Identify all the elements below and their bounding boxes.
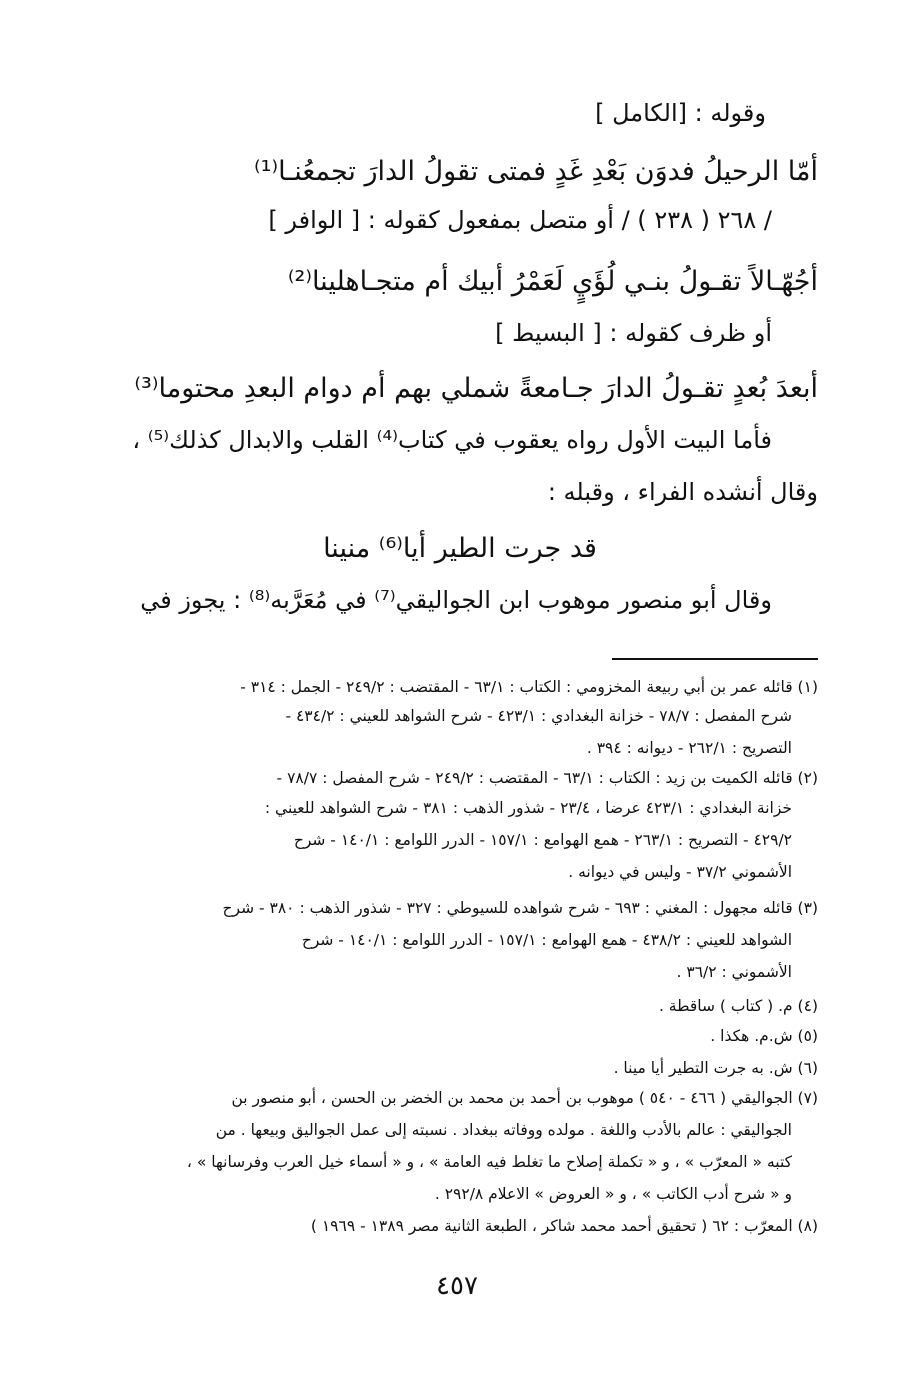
footnote-2-cont: الأشموني ٣٧/٢ - وليس في ديوانه . — [568, 863, 792, 881]
footnote-3-cont: الأشموني : ٣٦/٢ . — [676, 963, 792, 981]
verse-1: أمّا الرحيلُ فدوَن بَعْدِ غَدٍ فمتى تقولُ الدارَ تجمعُنـا⁽¹⁾ — [253, 156, 818, 187]
body-line-jawaliqi: وقال أبو منصور موهوب ابن الجواليقي⁽⁷⁾ في مُعَرَّبه⁽⁸⁾ : يجوز في — [140, 586, 772, 614]
footnote-1: (١) قائله عمر بن أبي ربيعة المخزومي : الكتاب : ٦٣/١ - المقتضب : ٢٤٩/٢ - الجمل : ٣١٤ - — [240, 678, 818, 696]
footnote-1-cont: شرح المفصل : ٧٨/٧ - خزانة البغدادي : ٤٢٣/١ - شرح الشواهد للعيني : ٤٣٤/٢ - — [285, 707, 792, 725]
footnote-separator — [612, 658, 818, 660]
footnote-7-cont: الجواليقي : عالم بالأدب واللغة . مولده ووفاته ببغداد . نسبته إلى عمل الجواليق وبيعها . من — [215, 1121, 792, 1139]
page-number: ٤٥٧ — [436, 1271, 478, 1301]
footnote-5: (٥) ش.م. هكذا . — [710, 1027, 818, 1045]
footnote-7-cont: و « شرح أدب الكاتب » ، و « العروض » الاعلام ٢٩٢/٨ . — [434, 1185, 792, 1203]
footnote-7: (٧) الجواليقي ( ٤٦٦ - ٥٤٠ ) موهوب بن أحمد بن محمد بن الخضر بن الحسن ، أبو منصور بن — [231, 1089, 818, 1107]
footnote-2-cont: ٤٢٩/٢ - التصريح : ٢٦٣/١ - همع الهوامع : ١٥٧/١ - الدرر اللوامع : ١٤٠/١ - شرح — [293, 831, 792, 849]
verse-2: أجُهّـالاً تقـولُ بنـي لُؤَيٍ لَعَمْرُ أبيك أم متجـاهلينا⁽²⁾ — [287, 266, 818, 297]
body-line-yaqub: فأما البيت الأول رواه يعقوب في كتاب⁽⁴⁾ القلب والابدال كذلك⁽⁵⁾ ، — [132, 426, 772, 454]
footnote-6: (٦) ش. به جرت التطير أيا مينا . — [613, 1059, 818, 1077]
body-line-basit: أو ظرف كقوله : [ البسيط ] — [495, 319, 772, 347]
verse-3: أبعدَ بُعدٍ تقـولُ الدارَ جـامعةً شملي بهم أم دوام البعدِ محتوما⁽³⁾ — [134, 373, 818, 404]
footnote-4: (٤) م. ( كتاب ) ساقطة . — [658, 997, 818, 1015]
footnote-2-cont: خزانة البغدادي : ٤٢٣/١ عرضا ، ٢٣/٤ - شذور الذهب : ٣٨١ - شرح الشواهد للعيني : — [264, 799, 792, 817]
footnote-3: (٣) قائله مجهول : المغني : ٦٩٣ - شرح شواهده للسيوطي : ٣٢٧ - شذور الذهب : ٣٨٠ - شرح — [222, 899, 818, 917]
footnote-7-cont: كتبه « المعرّب » ، و « تكملة إصلاح ما تغلط فيه العامة » ، و « أسماء خيل العرب وفرسانها » ، — [186, 1153, 792, 1171]
footnote-3-cont: الشواهد للعيني : ٤٣٨/٢ - همع الهوامع : ١٥٧/١ - الدرر اللوامع : ١٤٠/١ - شرح — [301, 931, 792, 949]
footnote-1-cont: التصريح : ٢٦٢/١ - ديوانه : ٣٩٤ . — [586, 739, 792, 757]
body-line-wafir: / ٢٦٨ ( ٢٣٨ ) / أو متصل بمفعول كقوله : [ الوافر ] — [268, 206, 772, 234]
meter-label-kamil: وقوله : [الكامل ] — [595, 99, 766, 127]
footnote-8: (٨) المعرّب : ٦٢ ( تحقيق أحمد محمد شاكر ، الطبعة الثانية مصر ١٣٨٩ - ١٩٦٩ ) — [310, 1217, 818, 1235]
verse-4: قد جرت الطير أيا⁽⁶⁾ منينا — [323, 533, 597, 564]
footnote-2: (٢) قائله الكميت بن زيد : الكتاب : ٦٣/١ - المقتضب : ٢٤٩/٢ - شرح المفصل : ٧٨/٧ - — [276, 769, 818, 787]
body-line-farra: وقال أنشده الفراء ، وقبله : — [547, 478, 818, 506]
